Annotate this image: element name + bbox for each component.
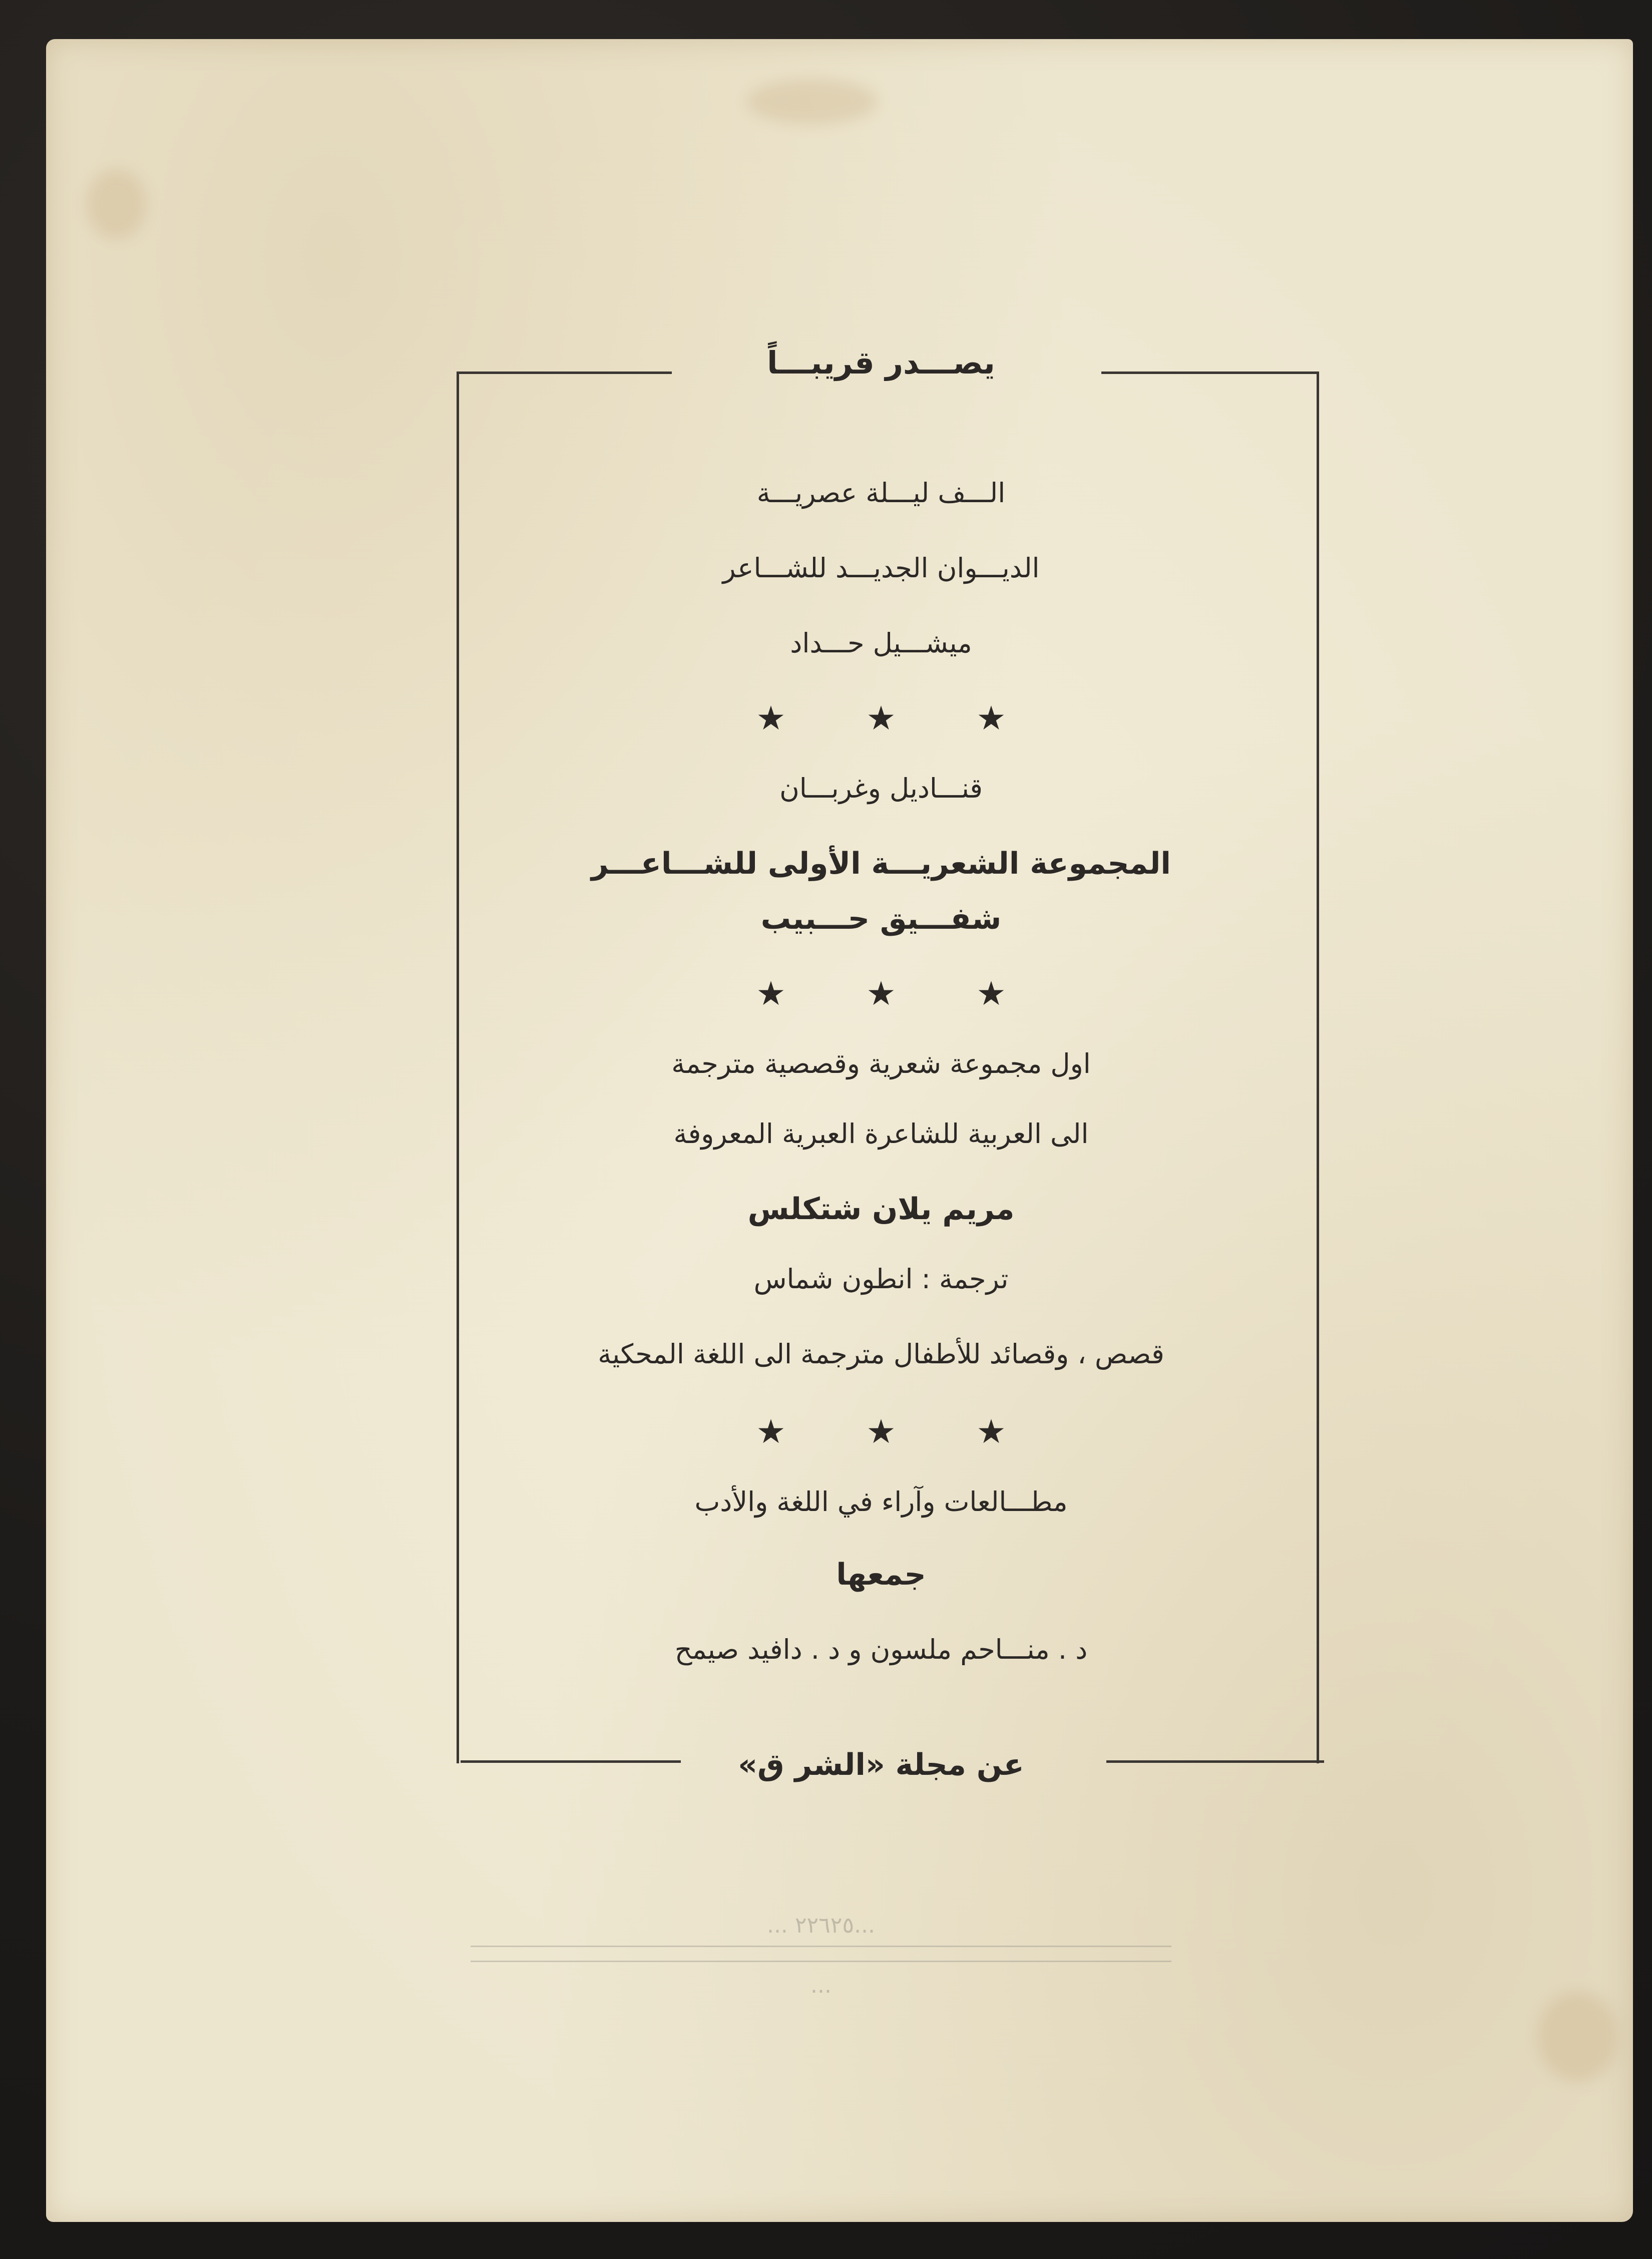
star-icon: ★ — [756, 1412, 786, 1451]
star-icon: ★ — [756, 974, 786, 1013]
frame-top-border-right — [1101, 371, 1319, 374]
book-title-line: مطـــالعات وآراء في اللغة والأدب — [694, 1486, 1068, 1518]
frame-bottom-border-right — [1106, 1760, 1324, 1763]
star-icon: ★ — [866, 974, 896, 1013]
editors-line: د . منـــاحم ملسون و د . دافيد صيمح — [674, 1634, 1088, 1665]
frame-bottom-border-left — [461, 1760, 681, 1763]
frame-left-border — [457, 371, 459, 1763]
star-icon: ★ — [976, 974, 1006, 1013]
author-name-line: شفـــيق حـــبيب — [760, 901, 1002, 936]
author-name-line: ميشـــيل حـــداد — [790, 627, 972, 659]
star-separator — [751, 1412, 1011, 1452]
compiled-by-line: جمعها — [836, 1557, 926, 1592]
faded-library-stamp — [461, 1913, 1181, 2033]
author-name-line: مريم يلان شتكلس — [747, 1192, 1015, 1227]
book-title-line: الـــف ليـــلة عصريـــة — [756, 477, 1006, 509]
description-line: اول مجموعة شعرية وقصصية مترجمة — [671, 1048, 1091, 1079]
star-icon: ★ — [976, 699, 1006, 737]
frame-right-border — [1317, 371, 1319, 1763]
stamp-rule — [471, 1946, 1171, 1947]
stamp-rule — [471, 1961, 1171, 1962]
coming-soon-heading: يصـــدر قريبـــاً — [767, 344, 995, 381]
source-credit: عن مجلة «الشر ق» — [738, 1747, 1024, 1782]
star-icon: ★ — [976, 1412, 1006, 1451]
book-subtitle-line: المجموعة الشعريـــة الأولى للشـــاعـــر — [591, 846, 1171, 881]
frame-top-border-left — [457, 371, 672, 374]
description-line: قصص ، وقصائد للأطفال مترجمة الى اللغة المحكية — [598, 1338, 1164, 1370]
star-icon: ★ — [756, 699, 786, 737]
translator-line: ترجمة : انطون شماس — [753, 1263, 1009, 1295]
description-line: الى العربية للشاعرة العبرية المعروفة — [673, 1118, 1089, 1150]
stamp-text-line: ... — [810, 1973, 832, 1998]
book-title-line: قنـــاديل وغربـــان — [779, 773, 983, 804]
star-icon: ★ — [866, 699, 896, 737]
star-icon: ★ — [866, 1412, 896, 1451]
star-separator — [751, 974, 1011, 1014]
stamp-text-line: ...٢٢٦٢٥ ... — [766, 1913, 876, 1938]
star-separator — [751, 698, 1011, 738]
book-subtitle-line: الديـــوان الجديـــد للشـــاعر — [722, 552, 1040, 584]
